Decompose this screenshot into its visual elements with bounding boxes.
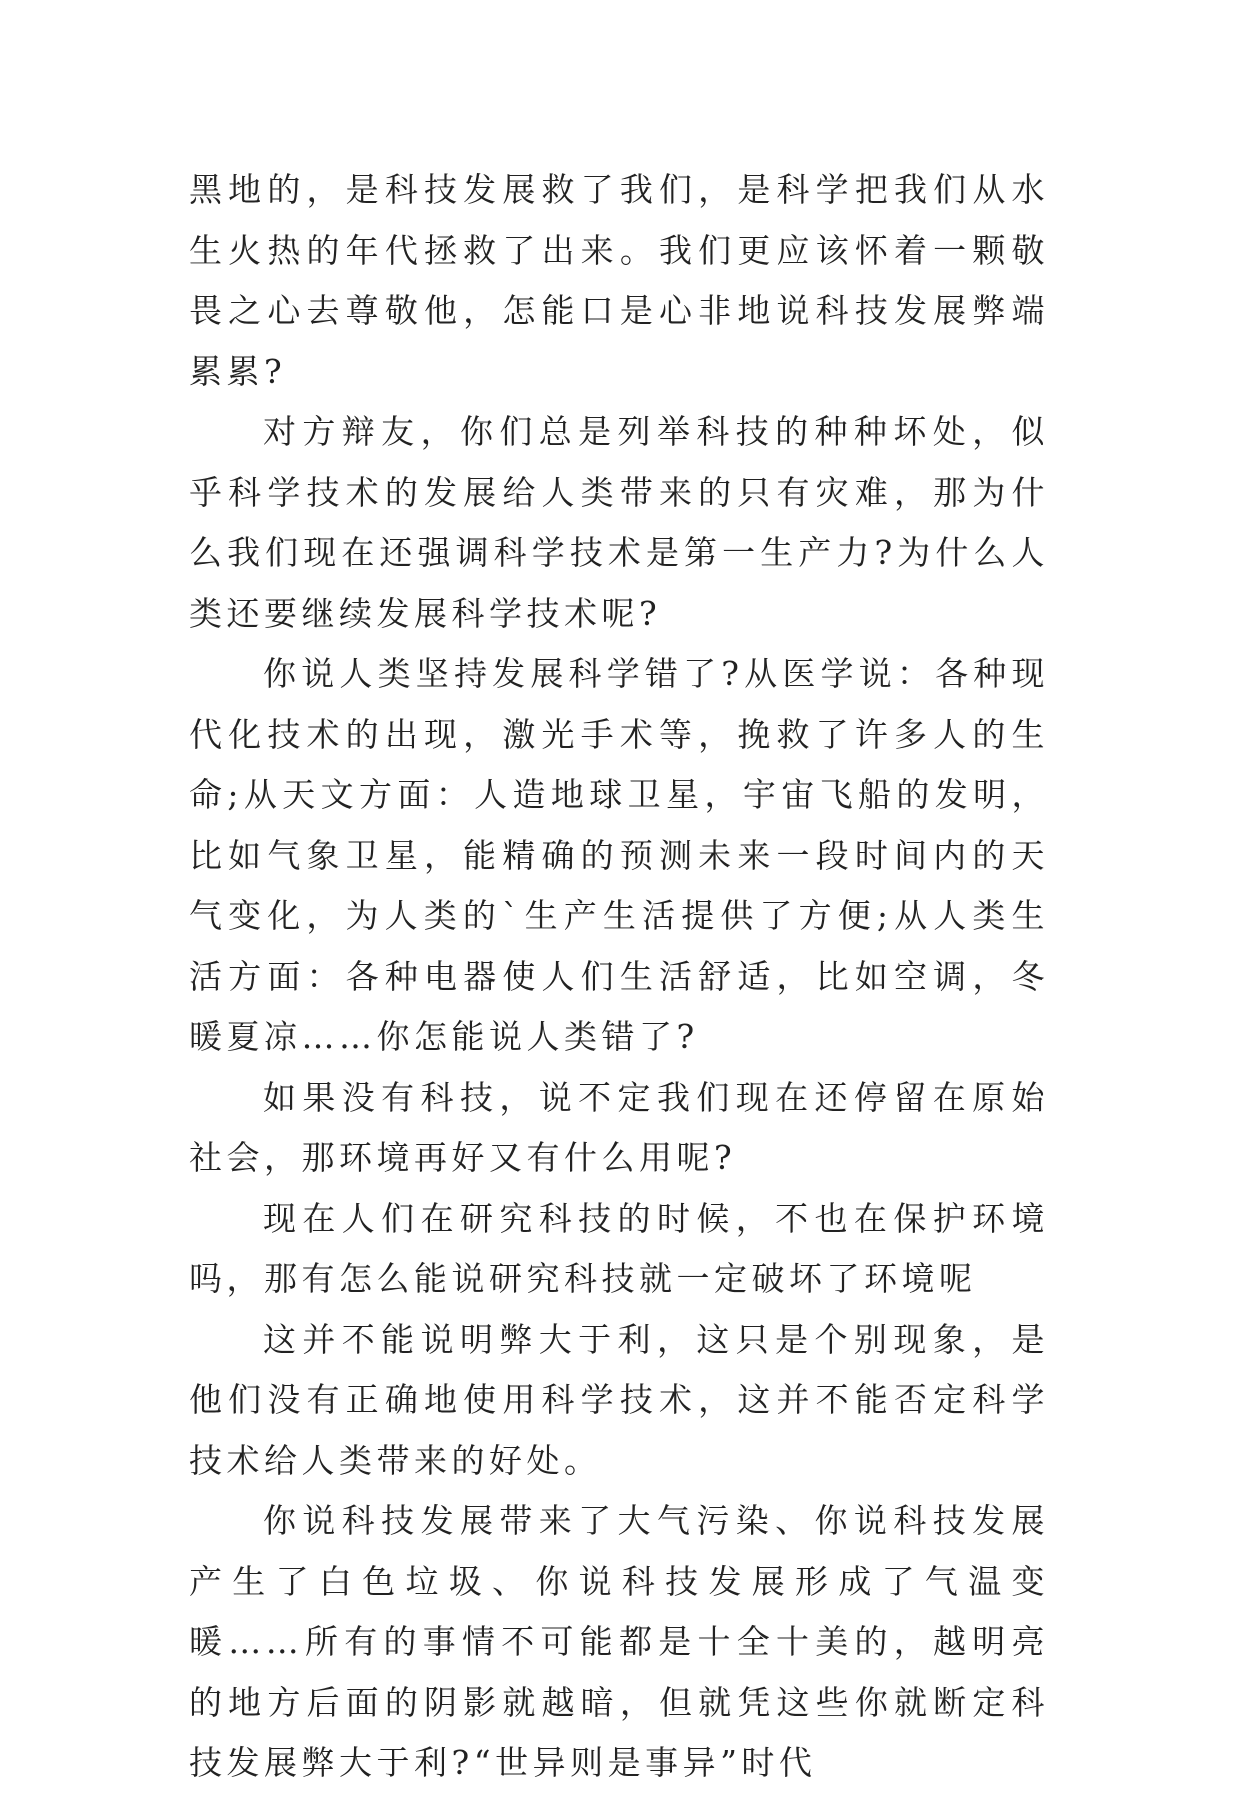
paragraph-2: 对方辩友，你们总是列举科技的种种坏处，似乎科学技术的发展给人类带来的只有灾难，那为什么我们现在还强调科学技术是第一生产力?为什么人类还要继续发展科学技术呢?: [189, 412, 1049, 633]
paragraph-6: 这并不能说明弊大于利，这只是个别现象，是他们没有正确地使用科学技术，这并不能否定科学技术给人类带来的好处。: [189, 1319, 1049, 1480]
paragraph-3: 你说人类坚持发展科学错了?从医学说：各种现代化技术的出现，激光手术等，挽救了许多人的生命;从天文方面：人造地球卫星，宇宙飞船的发明，比如气象卫星，能精确的预测未来一段时间内的天气变化，为人类的`生产生活提供了方便;从人类生活方面：各种电器使人们生活舒适，比如空调，冬暖夏凉……你怎能说人类错了?: [189, 654, 1049, 1056]
document-body: [189, 160, 1049, 1794]
paragraph-1: 黑地的，是科技发展救了我们，是科学把我们从水生火热的年代拯救了出来。我们更应该怀着一颗敬畏之心去尊敬他，怎能口是心非地说科技发展弊端累累?: [189, 170, 1049, 391]
paragraph-5: 现在人们在研究科技的时候，不也在保护环境吗，那有怎么能说研究科技就一定破坏了环境呢: [189, 1198, 1049, 1298]
paragraph-4: 如果没有科技，说不定我们现在还停留在原始社会，那环境再好又有什么用呢?: [189, 1077, 1049, 1177]
paragraph-7: 你说科技发展带来了大气污染、你说科技发展产生了白色垃圾、你说科技发展形成了气温变暖……所有的事情不可能都是十全十美的，越明亮的地方后面的阴影就越暗，但就凭这些你就断定科技发展弊大于利?“世异则是事异”时代: [189, 1501, 1049, 1782]
